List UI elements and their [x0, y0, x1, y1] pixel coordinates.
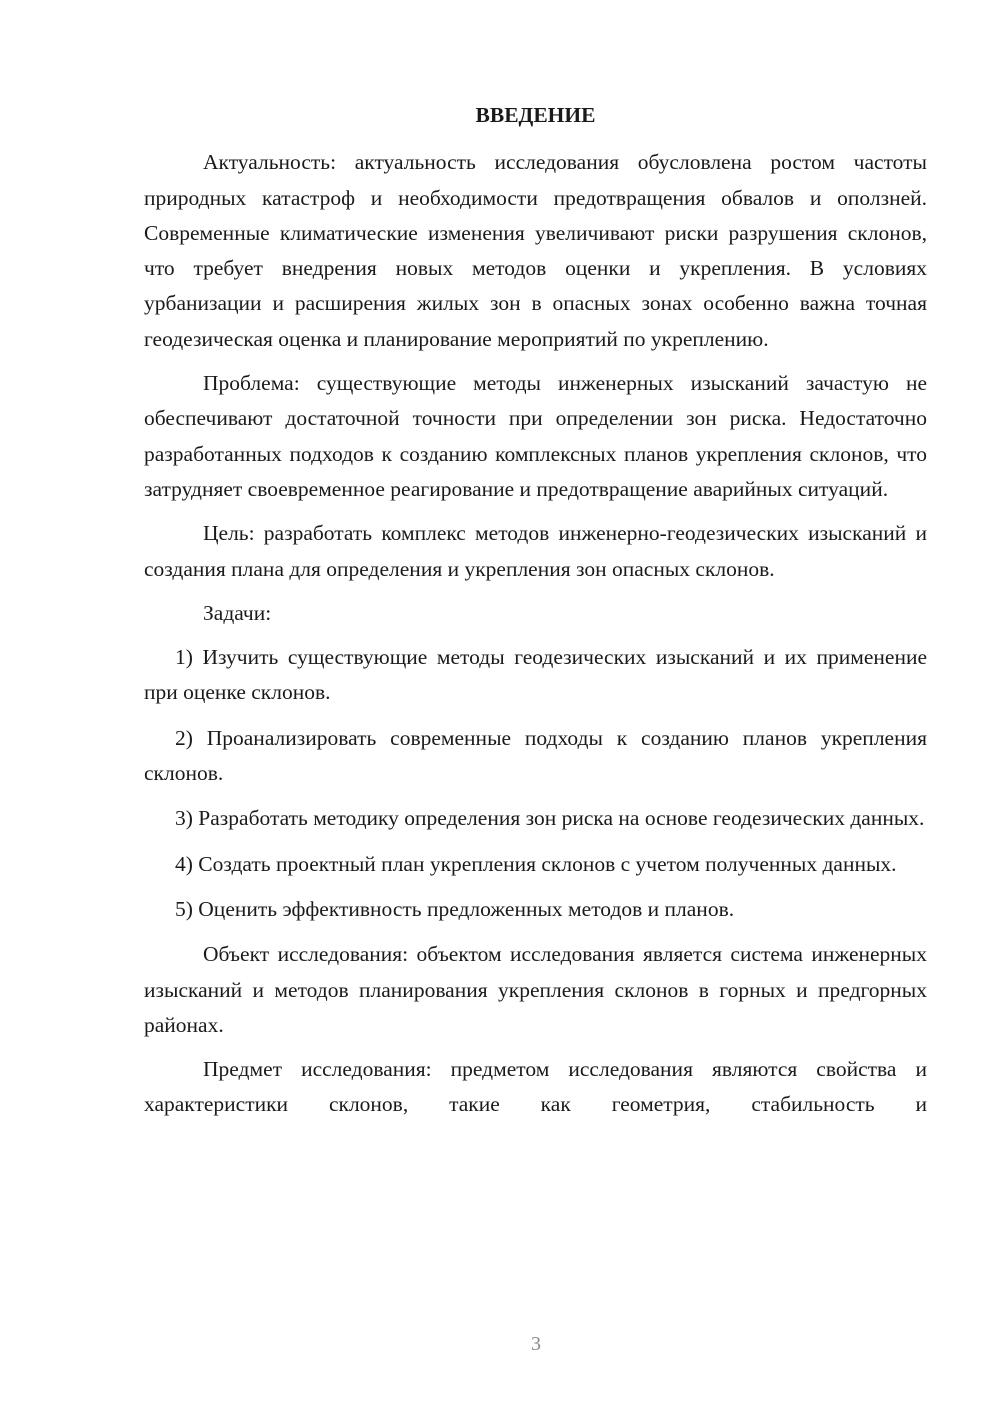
task-item: 3) Разработать методику определения зон риска на основе геодезических данных. [175, 806, 925, 831]
task-item: 4) Создать проектный план укрепления склонов с учетом полученных данных. [175, 851, 897, 876]
page-number: 3 [531, 1333, 541, 1355]
document-page [144, 98, 927, 1132]
problem-paragraph: Проблема: существующие методы инженерных изысканий зачастую не обеспечивают достаточной точности при определении зон риска. Недостаточно разработанных подходов к созданию комплексных планов укрепления склонов, что затрудняет своевременное реагирование и предотвращение аварийных ситуаций. [144, 371, 927, 501]
task-item: 5) Оценить эффективность предложенных методов и планов. [175, 896, 735, 921]
subject-paragraph: Предмет исследования: предметом исследования являются свойства и характеристики склонов, такие как геометрия, стабильность и [144, 1057, 927, 1117]
task-item: 1) Изучить существующие методы геодезических изысканий и их применение при оценке склонов. [144, 645, 927, 705]
task-item: 2) Проанализировать современные подходы к созданию планов укрепления склонов. [144, 725, 927, 786]
object-paragraph: Объект исследования: объектом исследования является система инженерных изысканий и методов планирования укрепления склонов в горных и предгорных районах. [144, 942, 927, 1037]
goal-paragraph: Цель: разработать комплекс методов инженерно-геодезических изысканий и создания плана для определения и укрепления зон опасных склонов. [144, 521, 927, 581]
relevance-paragraph: Актуальность: актуальность исследования обусловлена ростом частоты природных катастроф и необходимости предотвращения обвалов и оползней. Современные климатические изменения увеличивают риски разрушения склонов, что требует внедрения новых методов оценки и укрепления. В условиях урбанизации и расширения жилых зон в опасных зонах особенно важна точная геодезическая оценка и планирование мероприятий по укреплению. [144, 150, 927, 351]
tasks-heading: Задачи: [203, 600, 272, 625]
section-title: ВВЕДЕНИЕ [475, 103, 596, 127]
